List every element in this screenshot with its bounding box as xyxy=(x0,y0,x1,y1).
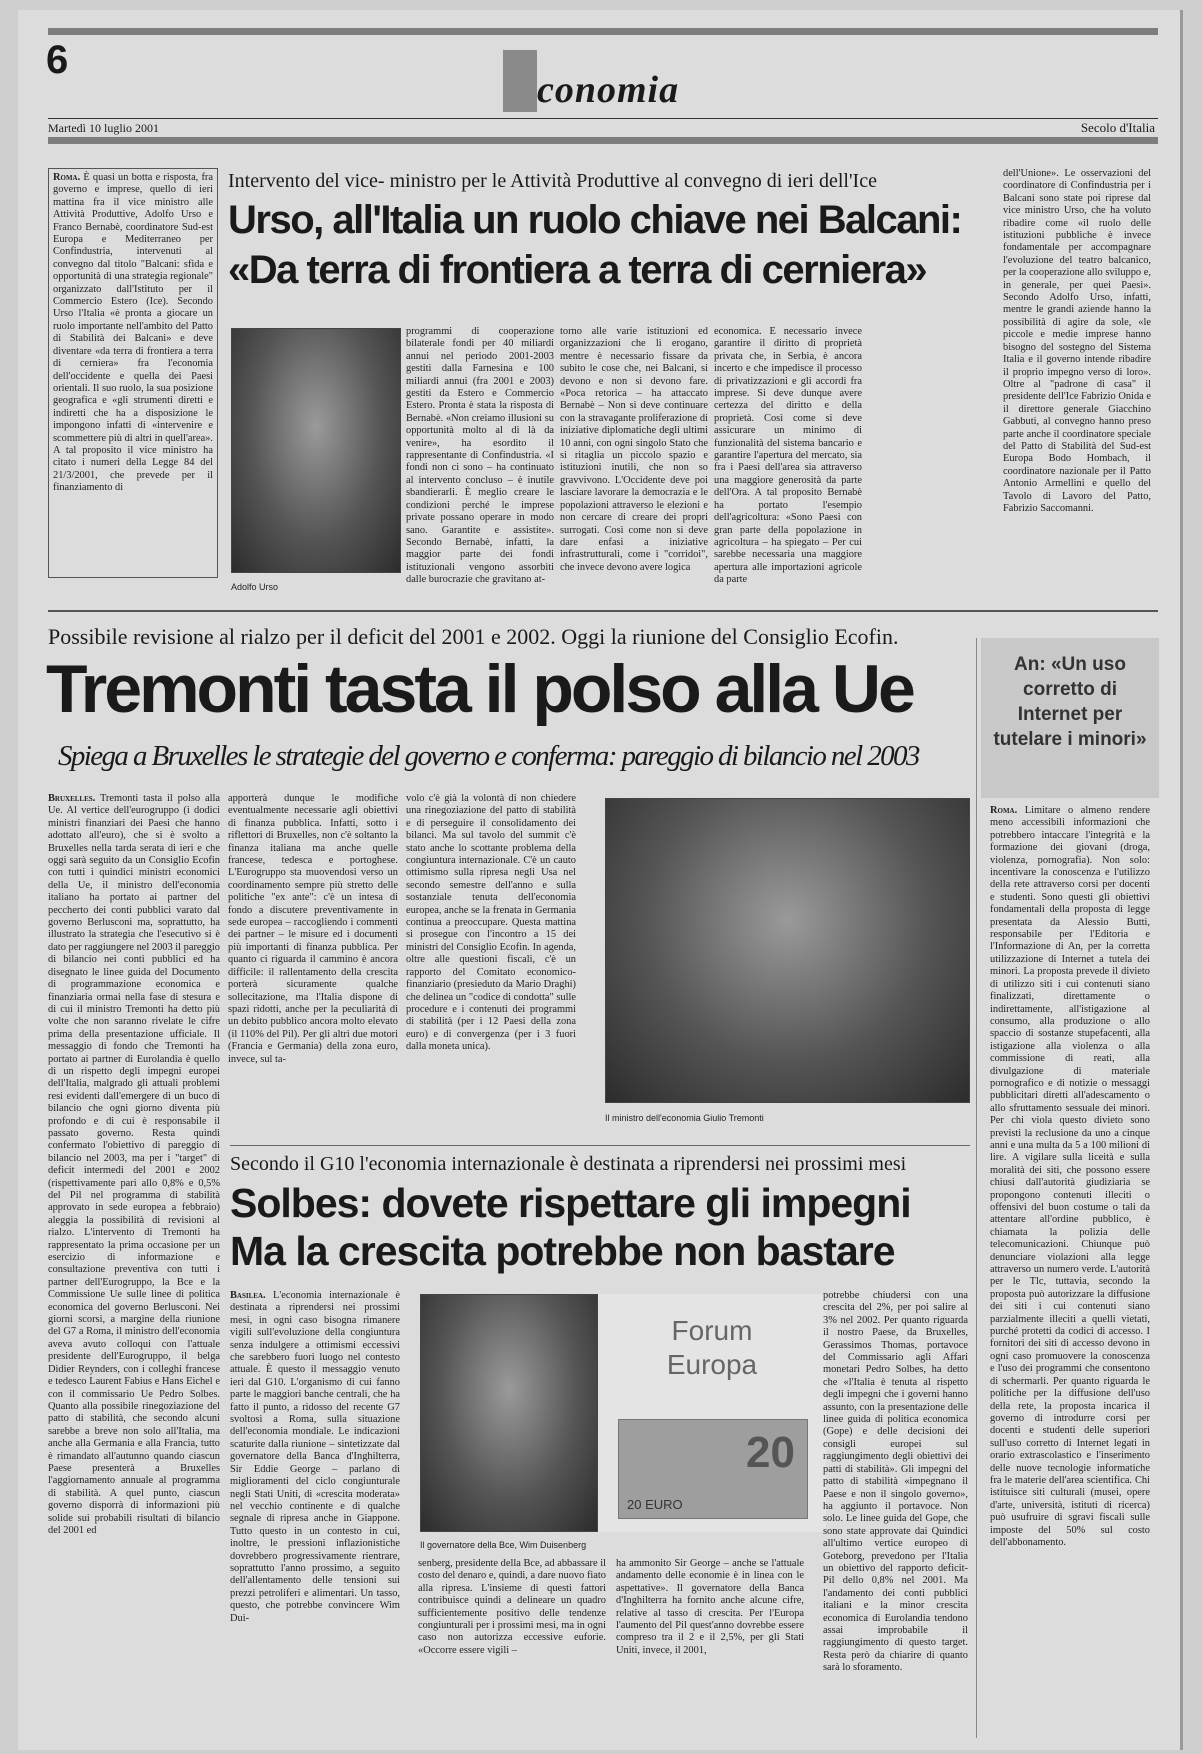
urso-column-2: programmi di cooperazione bilaterale fondi per 40 miliardi annui nel periodo 2001-2003 gestiti dalla Farnesina e 100 miliardi annui (fra 2001 e 2003) gestiti da Estero e Commercio Estero. Pronta è stata la risposta di Bernabè. «Non creiamo illusioni su opportunità molto al di là da venire», ha esordito il rappresentante di Confindustria. «I fondi non ci sono – ha continuato al intervento concluso – è inutile sbandierarli. È meglio creare le condizioni perché le imprese private possano operare in modo sano. Garantite e assistite». Secondo Bernabè, infatti, la maggior parte dei fondi istituzionali vengono assorbiti dalle burocrazie che gravitano at- xyxy=(406,326,554,586)
urso-headline-1: Urso, all'Italia un ruolo chiave nei Balcani: xyxy=(228,198,962,242)
tremonti-column-1 xyxy=(48,793,220,1733)
newspaper-page xyxy=(18,10,1183,1750)
solbes-top-rule xyxy=(230,1145,970,1146)
solbes-column-2: senberg, presidente della Bce, ad abbassare il costo del denaro e, quindi, a dare nuovo fiato alla ripresa. L'insieme di questi fattori contribuisce quindi a delineare un quadro sufficientemente positivo delle tendenze congiunturali per i prossimi mesi, ma in ogni caso non autorizza eccessive euforie. «Occorre essere vigili – xyxy=(418,1558,606,1656)
section-title xyxy=(503,50,679,114)
dateline: Bruxelles. xyxy=(48,793,96,804)
body-text: Tremonti tasta il polso alla Ue. Al vertice dell'eurogruppo (i dodici ministri finanziari dei Paesi che hanno adottato all'euro), che si è svolto a Bruxelles nella tarda serata di ieri e che oggi sarà seguito da un Consiglio Ecofin con tutti i quindici ministri economici della Ue, il ministro dell'economia italiano ha portato ai partner del peccherto dei conti pubblici varato dal governo Berlusconi ma, soprattutto, ha illustrato la strategia che l'esecutivo si è dato per raggiungere nel 2003 il pareggio di bilancio nei conti pubblici ed ha disegnato le linee guida del Documento di programmazione economica e finanziaria ormai nella fase di stesura e di cui il ministro Tremonti ha detto più volte che non saranno rivelate le cifre prima della presentazione ufficiale. Il messaggio di fondo che Tremonti ha portato ai partner di Eurolandia è quello di un rispetto degli impegni europei dell'Italia, malgrado gli attuali problemi resi evidenti dall'emergere di un buco di bilancio che ogni giorno diventa più profondo e di cui è responsabile il passato governo. Resta quindi confermato l'obiettivo di pareggio di bilancio nel 2003, ma per i "target" di deficit intermedi del 2001 e 2002 (rispettivamente pari allo 0,8% e 0,5% del Pil nel programma di stabilità approvato in sede europea a febbraio) aleggia la possibilità di revisioni al rialzo. L'intervento di Tremonti ha rappresentato la prima occasione per un esercizio di informazione e consultazione preventiva con tutti i partner dell'Eurogruppo, la Bce e la Commissione Ue sulle linee di politica economica del governo Berlusconi. Nei giorni scorsi, a margine della riunione del G7 a Roma, il ministro dell'economia aveva avuto colloqui con l'attuale presidente dell'Eurogruppo, il belga Didier Reynders, con i colleghi francese e tedesco Laurent Fabius e Hans Eichel e con il commissario Ue Pedro Solbes. Quanto alla possibile rinegoziazione del patto di stabilità, che secondo alcuni sarebbe a breve non solo all'Italia, ma anche alla Germania e alla Francia, tutto è rimandato all'autunno quando ciascun Paese presenterà a Bruxelles l'aggiornamento annuale al programma di stabilità. A quel punto, ciascun governo disporrà di informazioni più solide sui probabili risultati di bilancio del 2001 ed xyxy=(48,793,220,1536)
top-rule xyxy=(48,28,1158,35)
section-name: conomia xyxy=(537,69,680,111)
internet-article-body xyxy=(990,805,1150,1735)
dateline: Roma. xyxy=(990,805,1018,816)
tremonti-column-3: volo c'è già la volontà di non chiedere una rinegoziazione del patto di stabilità e di perseguire il consolidamento dei bilanci. Ma sul tavolo del summit c'è stato anche lo scottante problema della congiuntura internazionale. C'è un cauto ottimismo sulla ripresa negli Usa nel secondo semestre dell'anno e sulla sostanziale tenuta dell'economia europea, anche se la frenata in Germania continua a preoccupare. Questa mattina si prosegue con l'incontro a 15 dei ministri del Consiglio Ecofin. In agenda, oltre alle questioni fiscali, c'è un rapporto del Comitato economico-finanziario (presieduto da Mario Draghi) che delinea un "codice di condotta" sulle procedure e i contenuti dei programmi di stabilità (per i 12 Paesi della zona euro) e di convergenza (per i 3 fuori dalla moneta unica). xyxy=(406,793,576,1053)
section-initial-block: E xyxy=(503,50,537,112)
tremonti-kicker: Possibile revisione al rialzo per il deficit del 2001 e 2002. Oggi la riunione del Consiglio Ecofin. xyxy=(48,624,899,649)
solbes-headline-2: Ma la crescita potrebbe non bastare xyxy=(230,1228,895,1274)
tremonti-subhead: Spiega a Bruxelles le strategie del governo e conferma: pareggio di bilancio nel 2003 xyxy=(58,740,919,772)
body-text: Limitare o almeno rendere meno accessibili informazioni che potrebbero intaccare l'integrità e la formazione dei giovani (droga, violenza, pornografia). Non solo: incentivare la conoscenza e l'utilizzo della rete attraverso corsi per docenti e studenti. Sono questi gli obiettivi fondamentali della proposta di legge presentata da Alessio Butti, responsabile per l'Editoria e l'Informazione di An, per la corretta utilizzazione di Internet a tutela dei minori. La proposta prevede il divieto di utilizzo siti i cui contenuti siano finalizzati, direttamente o indirettamente, all'istigazione al consumo, alla produzione o allo spaccio di sostanze stupefacenti, alla istigazione alla violenza o alla commissione di reati, alla divulgazione di materiale pornografico e di notizie o messaggi pubblicitari diretti all'adescamento o allo sfruttamento sessuale dei minori. Per chi viola questo divieto sono previsti la reclusione da uno a cinque anni e una multa da 5 a 100 milioni di lire. A vigilare sulla liceità e sulla moralità dei siti, che possono essere chiusi dall'autorità giudiziaria se propongono contenuti illeciti o offensivi del buon costume o tali da attentare all'ordine pubblico, è chiamata la polizia delle telecomunicazioni. Chiunque può denunciare violazioni alla legge attraverso un numero verde. L'autorità per le Tlc, tuttavia, secondo la proposta può autorizzare la diffusione dei siti i cui contenuti siano parzialmente illeciti a quelli vietati, purché protetti da codici di accesso. I fornitori dei siti di accesso devono in ogni caso promuovere la conoscenza e l'uso dei programmi che consentono di schermarli. Per quanto riguarda le politiche per la diffusione dell'uso della rete, la proposta incarica il governo di introdurre corsi per docenti e studenti delle superiori sull'uso corretto di Internet legati in orario extrascolastico e l'inserimento delle nuove tecnologie informatiche fra le materie dell'area scientifica. Chi istituisce siti culturali (musei, opere d'arte, università, istituti di ricerca) può usufruire di sgravi fiscali sulle imposte del 50% sul costo dell'abbonamento. xyxy=(990,805,1150,1548)
duisenberg-photo-caption: Il governatore della Bce, Wim Duisenberg xyxy=(420,1540,587,1550)
newspaper-name: Secolo d'Italia xyxy=(1080,120,1155,135)
solbes-headline-1: Solbes: dovete rispettare gli impegni xyxy=(230,1180,911,1226)
header-rule xyxy=(48,118,1158,119)
body-text: L'economia internazionale è destinata a riprendersi nei prossimi mesi, in ogni caso bisogna rimanere vigili sull'evoluzione della congiuntura senza indulgere a ottimismi eccessivi che sarebbero fuori luogo nel contesto attuale. È questo il messaggio venuto ieri dal G10. L'organismo di cui fanno parte le maggiori banche centrali, che ha fatto il punto, a ridosso del recente G7 svoltosi a Roma, sulla situazione dell'economia mondiale. Le indicazioni scaturite dalla riunione – sintetizzate dal governatore della Banca d'Inghilterra, Sir Eddie George – parlano di miglioramenti del ciclo congiunturale negli Stati Uniti, di «crescita moderata» nel vecchio continente e di qualche segnale di ripresa anche in Giappone. Tutto questo in un contesto in cui, inoltre, le pressioni inflazionistiche dovrebbero progressivamente rientrare, soprattutto l'anno prossimo, a seguito dell'allentamento delle tensioni sui prezzi petroliferi e alimentari. Un tasso, questo, che potrebbe convincere Wim Dui- xyxy=(230,1290,400,1624)
urso-kicker: Intervento del vice- ministro per le Attività Produttive al convegno di ieri dell'Ice xyxy=(228,170,877,192)
sidebar-divider xyxy=(976,638,977,1738)
tremonti-headline: Tremonti tasta il polso alla Ue xyxy=(46,651,913,727)
urso-article xyxy=(48,168,1158,598)
urso-column-3: torno alle varie istituzioni ed organizzazioni che li erogano, mentre è necessario fissare da subito le cose che, nei Balcani, si devono e non si devono fare. «Poca retorica – ha attaccato Bernabè – Non si deve continuare con la stravagante proliferazione di iniziative diplomatiche degli ultimi 10 anni, con ogni singolo Stato che si ritaglia un piccolo spazio e istituzioni inutili, che non so gravvivono. L'Occidente deve poi lasciare lavorare la democrazia e le popolazioni attraverso le elezioni e non cercare di creare dei propri surrogati. Così come non si deve dare enfasi a iniziative infrastrutturali, come i "corridoi", che invece devono avere logica xyxy=(560,326,708,573)
europa-label: Europa xyxy=(666,1349,758,1380)
solbes-column-4: potrebbe chiudersi con una crescita del 2%, per poi salire al 3% nel 2002. Per quanto riguarda il nostro Paese, da Bruxelles, Gerassimos Thomas, portavoce del Commissario agli Affari monetari Pedro Solbes, ha detto che «l'Italia è tenuta al rispetto degli impegni che i governi hanno assunto, con la presentazione delle linee guida di politica economica (Gope) e delle decisioni dei consigli europei sul raggiungimento degli obiettivi dei patti di stabilità». Gli impegni del patto di stabilità «impegnano il Paese e non il singolo governo», ha aggiunto il portavoce. Non solo. Le linee guida del Gope, che sono state approvate dai Quindici all'ultimo vertice europeo di Goteborg, prevedono per l'Italia un obiettivo del rapporto deficit-Pil dello 0,8% nel 2001. Ma l'andamento dei conti pubblici italiani e la minor crescita economica di Eurolandia tendono assai improbabile il raggiungimento di questo target. Resta però da chiarire di quanto sarà lo sforamento. xyxy=(823,1290,968,1674)
tremonti-photo xyxy=(605,798,970,1103)
urso-headline-2: «Da terra di frontiera a terra di cerniera» xyxy=(228,248,927,292)
banknote-value: 20 xyxy=(746,1428,795,1477)
urso-column-5: dell'Unione». Le osservazioni del coordinatore di Confindustria per i Balcani sono state poi riprese dal vice ministro Urso, che ha voluto ribadire come «il ruolo delle istituzioni pubbliche è invece fondamentale per accompagnare l'evoluzione del teatro balcanico, per la cooperazione allo sviluppo e, in generale, per quei Paesi». Secondo Adolfo Urso, infatti, mentre le grandi aziende hanno la possibilità di agire da sole, «le piccole e medie imprese hanno bisogno del sostegno del Sistema Italia e il governo intende ribadire il proprio impegno verso di loro». Oltre al "padrone di casa" il presidente dell'Ice Fabrizio Onida e il direttore generale Giacchino Gabbuti, al convegno hanno preso parte anche il coordinatore speciale del Patto di Stabilità del Sud-est Europa Bodo Hombach, il coordinatore nazionale per il Patto Antonio Armellini e quello del Tavolo di Lavoro del Patto, Fabrizio Saccomanni. xyxy=(1003,168,1151,514)
euro-banknote xyxy=(618,1419,808,1519)
internet-sidebar-header xyxy=(981,638,1159,798)
header-bottom-rule xyxy=(48,137,1158,144)
issue-date: Martedì 10 luglio 2001 xyxy=(48,121,159,135)
urso-photo-caption: Adolfo Urso xyxy=(231,582,279,592)
page-number: 6 xyxy=(46,38,69,82)
forum-label: Forum xyxy=(671,1315,753,1346)
dateline: Basilea. xyxy=(230,1290,266,1301)
internet-headline: An: «Un uso corretto di Internet per tutelare i minori» xyxy=(993,654,1147,750)
section-divider xyxy=(48,610,1158,612)
urso-column-1 xyxy=(48,168,218,578)
tremonti-column-2: apporterà dunque le modifiche eventualmente necessarie agli obiettivi di finanza pubblica. Infatti, sotto i riflettori di Bruxelles, non c'è soltanto la finanza italiana ma anche quelle francese, tedesca e portoghese. L'Eurogruppo sta muovendosi verso un coordinamento sempre più stretto delle politiche "ex ante": c'è un intesa di fondo a discutere preventivamente in sede europea – raccogliendo i commenti dei partner – le misure ed i documenti più importanti di finanza pubblica. Per quanto ci riguarda il cammino è ancora difficile: il rallentamento della crescita porterà sicuramente qualche sollecitazione, ma l'Italia dispone di spazi ridotti, anche per la peculiarità di un debito pubblico ancora molto elevato (il 110% del Pil). Per gli altri due motori (Francia e Germania) della zona euro, invece, sul ta- xyxy=(228,793,398,1065)
solbes-kicker: Secondo il G10 l'economia internazionale è destinata a riprendersi nei prossimi mesi xyxy=(230,1153,907,1175)
urso-photo xyxy=(231,328,401,573)
tremonti-photo-caption: Il ministro dell'economia Giulio Tremonti xyxy=(605,1113,764,1123)
duisenberg-photo xyxy=(420,1294,598,1532)
banknote-label: 20 EURO xyxy=(627,1497,683,1512)
solbes-column-3: ha ammonito Sir George – anche se l'attuale andamento delle economie è in linea con le aspettative». Il governatore della Banca d'Inghilterra ha fornito anche alcune cifre, relative al tasso di crescita. Per l'Europa l'aumento del Pil quest'anno dovrebbe essere compreso tra il 2 e il 2,5%, per gli Stati Uniti, invece, il 2001, xyxy=(616,1558,804,1656)
solbes-column-1 xyxy=(230,1290,400,1732)
urso-column-4: economica. È necessario invece garantire il diritto di proprietà privata che, in Serbia, è ancora incerto e che impedisce il processo di privatizzazioni e gli accordi fra imprese. Si deve dunque avere certezza del diritto e della proprietà. Così come si deve assicurare un minimo di funzionalità del sistema bancario e garantire l'apertura del mercato, sia fra i Paesi dell'area sia attraverso una maggiore generosità da parte dell'Ora. A tal proposito Bernabè ha portato l'esempio dell'agricoltura: «Sono Paesi con gran parte della popolazione in agricoltura – ha spiegato – Per cui sarebbe necessaria una maggiore apertura alle importazioni agricole da parte xyxy=(714,326,862,586)
body-text: È quasi un botta e risposta, fra governo e imprese, quello di ieri mattina fra il vice ministro alle Attività Produttive, Adolfo Urso e Franco Bernabè, coordinatore Sud-est Europa e Mediterraneo per Confindustria, intervenuti al convegno dal titolo "Balcani: sfida e opportunità di una strategia regionale" organizzato dall'Istituto per il Commercio Estero (Ice). Secondo Urso l'Italia «è pronta a giocare un ruolo importante nell'ambito del Patto di Stabilità dei Balcani» e deve diventare «da terra di frontiera a terra di cerniera» fra l'economia dell'occidente e quella dei Paesi orientali. Il suo ruolo, la sua posizione geografica e «gli strumenti diretti e indiretti che ha a disposizione le impongono infatti di «intervenire e scommettere più di altri in quell'area». A tal proposito il vice ministro ha citato i numeri della Legge 84 del 21/3/2001, che prevede per il finanziamento di xyxy=(53,172,213,494)
dateline: Roma. xyxy=(53,172,81,183)
forum-europa-image xyxy=(598,1294,826,1532)
